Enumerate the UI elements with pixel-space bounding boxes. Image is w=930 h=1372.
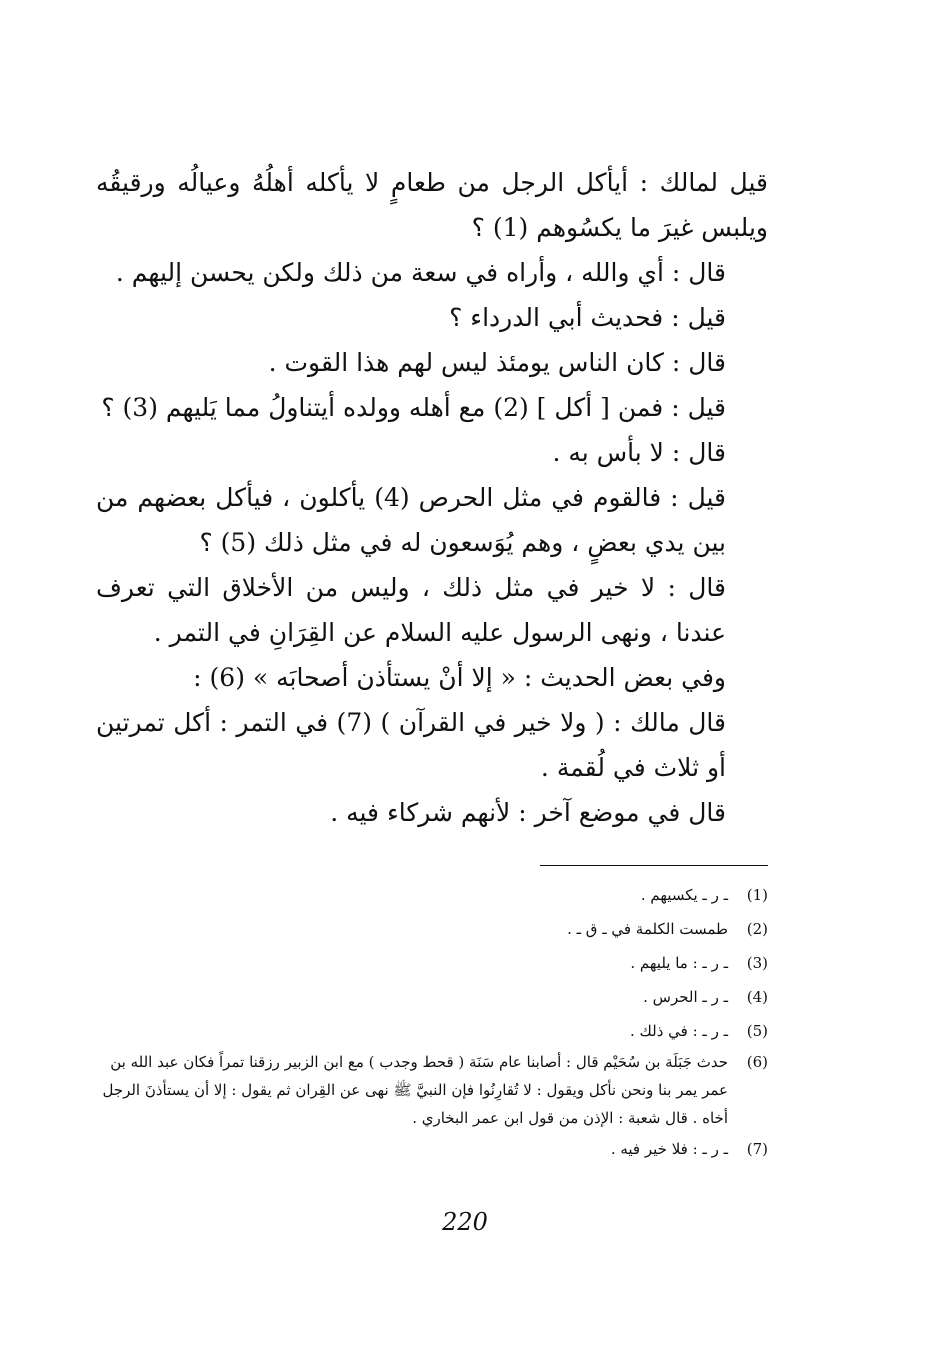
footnote (96, 1048, 768, 1132)
footnote (96, 1132, 768, 1166)
footnote (96, 912, 768, 946)
footnote-text: ـ ر ـ : في ذلك . (629, 1022, 728, 1040)
footnote-text: طمست الكلمة في ـ ق ـ . (567, 920, 728, 938)
paragraph: قيل : فحديث أبي الدرداء ؟ (449, 303, 726, 332)
paragraph: قال : لا خير في مثل ذلك ، وليس من الأخلاق التي تعرف عندنا ، ونهى الرسول عليه السلام عن القِرَانِ في التمر . (96, 573, 726, 647)
footnotes (96, 878, 768, 1166)
paragraph: قال : كان الناس يومئذ ليس لهم هذا القوت . (268, 348, 726, 377)
paragraph: قيل : فالقوم في مثل الحرص (4) يأكلون ، فيأكل بعضهم من بين يدي بعضٍ ، وهم يُوَسعون له في مثل ذلك (5) ؟ (96, 483, 727, 557)
footnote-number: (6) (746, 1053, 768, 1071)
paragraph: قال : لا بأس به . (552, 438, 726, 467)
footnote-text: ـ ر ـ : ما يليهم . (630, 954, 728, 972)
paragraph: قيل : فمن [ أكل ] (2) مع أهله وولده أيتناولُ مما يَليهم (3) ؟ (101, 393, 726, 422)
footnote-number: (7) (746, 1140, 768, 1158)
footnote (96, 878, 768, 912)
footnote (96, 980, 768, 1014)
paragraph: قيل لمالك : أيأكل الرجل من طعامٍ لا يأكله أهلُهُ وعيالُه ورقيقُه ويلبس غيرَ ما يكسُوهم (1) ؟ (96, 168, 768, 242)
paragraph: قال : أي والله ، وأراه في سعة من ذلك ولكن يحسن إليهم . (115, 258, 726, 287)
footnote-number: (4) (746, 988, 768, 1006)
footnote (96, 946, 768, 980)
paragraph: وفي بعض الحديث : « إلا أنْ يستأذن أصحابَه » (6) : (193, 663, 726, 692)
footnote-text: ـ ر ـ : فلا خير فيه . (610, 1140, 728, 1158)
footnote-text: ـ ر ـ الحرس . (643, 988, 728, 1006)
footnote-separator (540, 865, 768, 866)
footnote-number: (1) (746, 886, 768, 904)
footnote-text: حدث جَبَلَة بن سُحَيْم قال : أصابنا عام سَنَة ( قحط وجدب ) مع ابن الزبير رزقنا تمراً فكان عبد الله بن عمر يمر بنا ونحن نأكل ويقول : لا تُقارِنُوا فإن النبيَّ ﷺ نهى عن القِران ثم يقول : إلا أن يستأذنَ الرجل أخاه . قال شعبة : الإذن من قول ابن عمر البخاري . (102, 1053, 728, 1127)
page-number: 220 (442, 1208, 488, 1236)
main-text (96, 160, 768, 835)
footnote-number: (2) (746, 920, 768, 938)
paragraph: قال مالك : ( ولا خير في القرآن ) (7) في التمر : أكل تمرتين أو ثلاث في لُقمة . (96, 708, 726, 782)
footnote-text: ـ ر ـ يكسيهم . (640, 886, 728, 904)
footnote (96, 1014, 768, 1048)
footnote-number: (3) (746, 954, 768, 972)
paragraph: قال في موضع آخر : لأنهم شركاء فيه . (330, 798, 726, 827)
footnote-number: (5) (746, 1022, 768, 1040)
